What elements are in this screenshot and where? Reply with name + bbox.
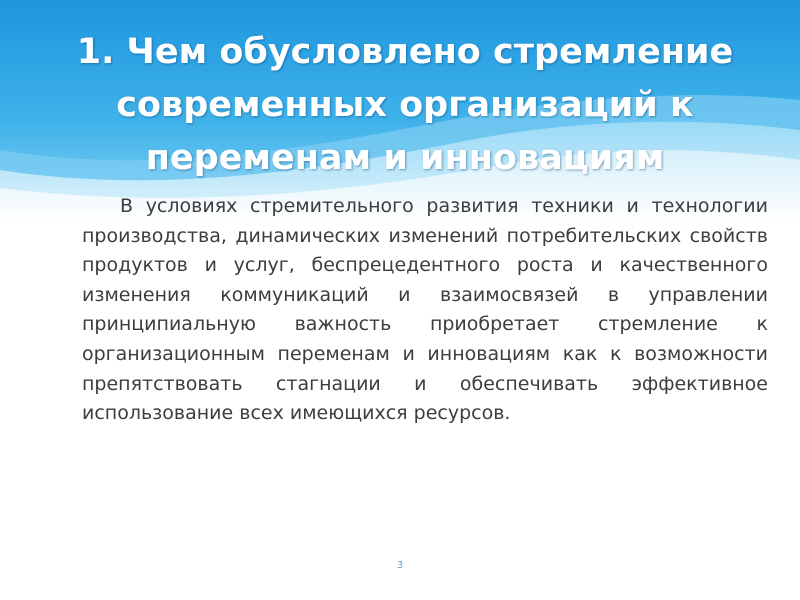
- page-number: 3: [396, 560, 404, 571]
- slide-title: 1. Чем обусловлено стремление современных организаций к переменам и инновациям: [76, 32, 734, 178]
- slide-body-text: В условиях стремительного развития техники и технологии производства, динамических изменений потребительских свойств продуктов и услуг, беспрецедентного роста и качественного изменения коммуникаций и взаимосвязей в управлении принципиальную важность приобретает стремление к организационным переменам и инновациям как к возможности препятствовать стагнации и обеспечивать эффективное использование всех имеющихся ресурсов.: [82, 195, 768, 425]
